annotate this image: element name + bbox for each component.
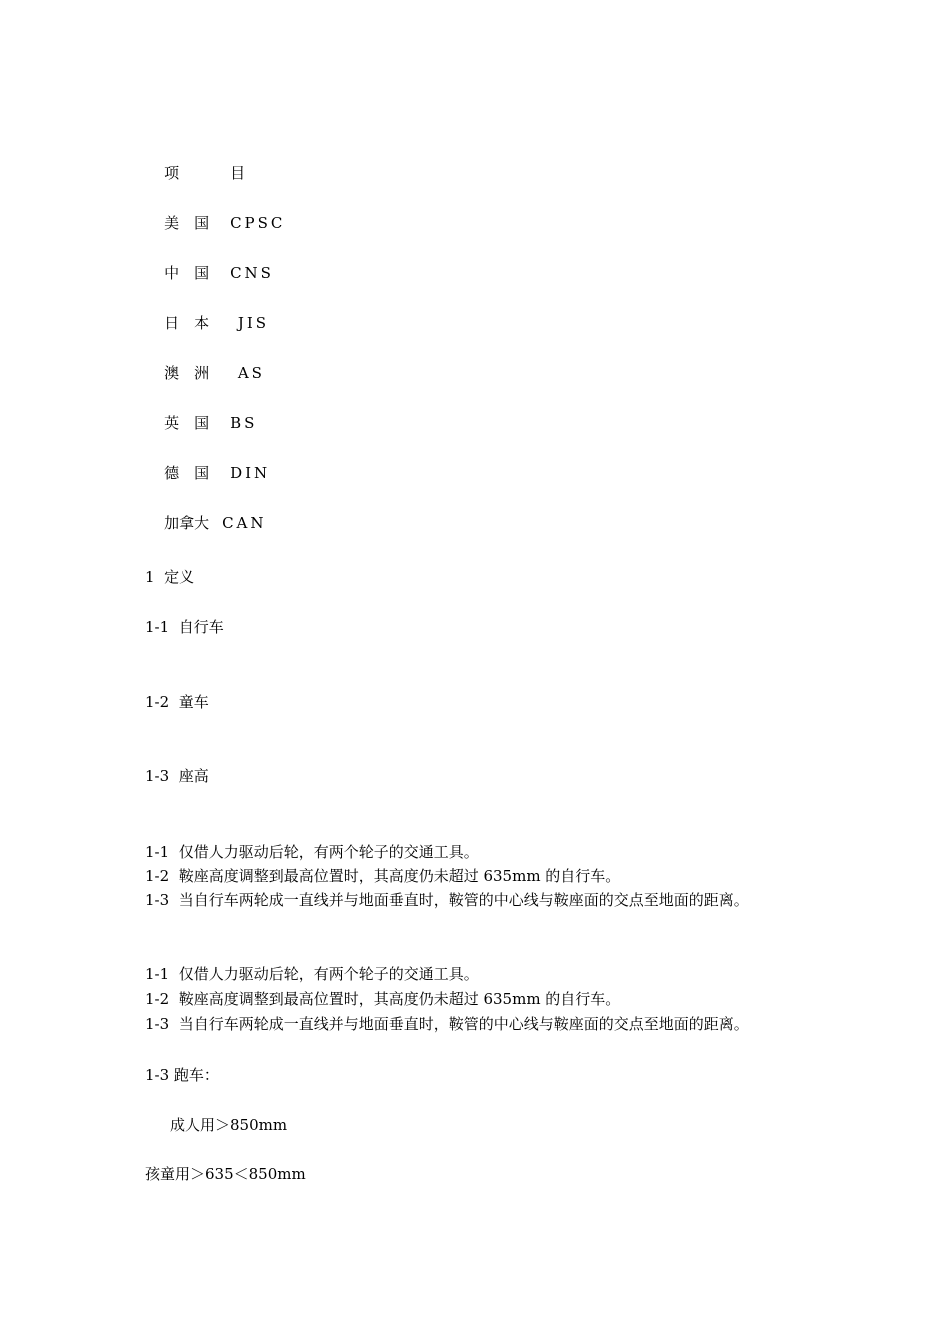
row-code: BS — [230, 414, 258, 432]
racing-title: 1-3 跑车： — [145, 1066, 219, 1084]
racing-child: 孩童用＞635＜850mm — [145, 1165, 306, 1183]
definition-line: 1-2 鞍座高度调整到最高位置时，其高度仍未超过 635mm 的自行车。 — [145, 867, 621, 885]
row-code: DIN — [230, 464, 271, 482]
row-code: CNS — [230, 264, 274, 282]
row-label: 美 国 — [164, 214, 210, 232]
row-label: 英 国 — [164, 414, 210, 432]
row-label: 项 — [164, 164, 229, 182]
header-row-canada — [145, 493, 267, 553]
row-code: CPSC — [230, 214, 286, 232]
row-code: AS — [230, 364, 265, 382]
definition-line: 1-2 鞍座高度调整到最高位置时，其高度仍未超过 635mm 的自行车。 — [145, 990, 621, 1008]
row-code: CAN — [222, 514, 267, 532]
racing-adult: 成人用＞850mm — [170, 1116, 288, 1134]
definition-line: 1-1 仅借人力驱动后轮，有两个轮子的交通工具。 — [145, 965, 479, 983]
row-code: 目 — [230, 164, 249, 182]
definition-line: 1-3 当自行车两轮成一直线并与地面垂直时，鞍管的中心线与鞍座面的交点至地面的距离。 — [145, 891, 749, 909]
section-item-bicycle: 1-1 自行车 — [145, 618, 224, 636]
row-code: JIS — [230, 314, 270, 332]
row-label: 加拿大 — [164, 514, 210, 532]
row-label: 日 本 — [164, 314, 210, 332]
section-title: 1 定义 — [145, 568, 195, 586]
section-item-child-bike: 1-2 童车 — [145, 693, 209, 711]
row-label: 澳 洲 — [164, 364, 210, 382]
definition-line: 1-3 当自行车两轮成一直线并与地面垂直时，鞍管的中心线与鞍座面的交点至地面的距离。 — [145, 1015, 749, 1033]
section-item-seat-height: 1-3 座高 — [145, 767, 209, 785]
row-label: 德 国 — [164, 464, 210, 482]
definition-line: 1-1 仅借人力驱动后轮，有两个轮子的交通工具。 — [145, 843, 479, 861]
row-label: 中 国 — [164, 264, 210, 282]
